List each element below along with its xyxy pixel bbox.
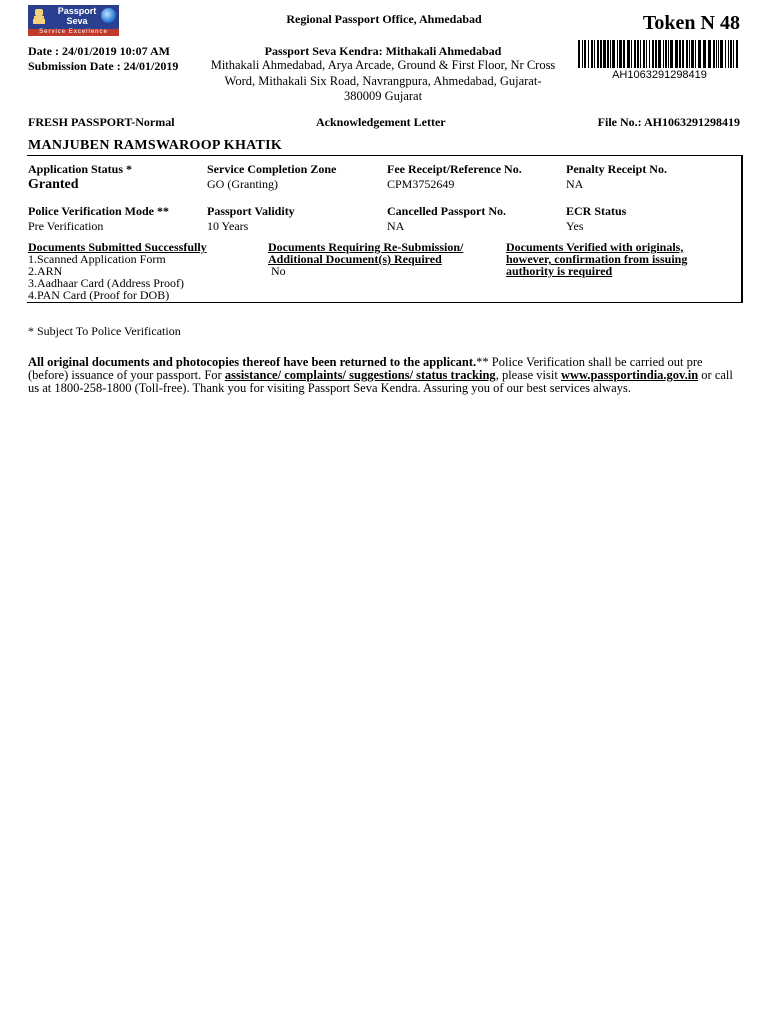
resubmission-title: Additional Document(s) Required xyxy=(268,252,442,266)
resubmission-value: No xyxy=(271,264,286,278)
verified-title: Documents Verified with originals, xyxy=(506,240,684,254)
service-zone-label: Service Completion Zone xyxy=(207,162,337,176)
resubmission-title: Documents Requiring Re-Submission/ xyxy=(268,240,464,254)
penalty-receipt-label: Penalty Receipt No. xyxy=(566,162,667,176)
police-verification-value: Pre Verification xyxy=(28,219,104,233)
globe-icon xyxy=(101,8,116,23)
documents-submitted-item: 2.ARN xyxy=(28,264,63,278)
documents-submitted-title: Documents Submitted Successfully xyxy=(28,240,207,254)
barcode-number: AH1063291298419 xyxy=(612,69,707,81)
logo-tagline: Service Excellence xyxy=(28,29,119,36)
logo-banner xyxy=(28,5,119,29)
fee-receipt-value: CPM3752649 xyxy=(387,177,455,191)
ecr-status-label: ECR Status xyxy=(566,204,627,218)
barcode-icon xyxy=(578,40,741,68)
assistance-link[interactable]: assistance/ complaints/ suggestions/ status tracking xyxy=(224,368,496,382)
passport-validity-value: 10 Years xyxy=(207,219,249,233)
documents-submitted-item: 3.Aadhaar Card (Address Proof) xyxy=(28,276,184,290)
verified-title: authority is required xyxy=(506,264,613,278)
application-status-label: Application Status * xyxy=(28,162,133,176)
ecr-status-value: Yes xyxy=(566,219,584,233)
instructions-text: or call us at 1800-258-1800 (Toll-free). Thank you for visiting Passport Seva Kendra. Assuring you of our best services always. xyxy=(28,368,733,395)
instructions-text: ** Police Verification shall be carried out pre (before) issuance of your passport. For xyxy=(28,355,703,382)
fee-receipt-label: Fee Receipt/Reference No. xyxy=(387,162,522,176)
passport-seva-logo xyxy=(28,5,119,36)
verified-title: however, confirmation from issuing xyxy=(506,252,688,266)
police-verification-note: * Subject To Police Verification xyxy=(28,324,181,338)
document-title: Acknowledgement Letter xyxy=(316,115,446,129)
passport-validity-label: Passport Validity xyxy=(207,204,295,218)
date: Date : 24/01/2019 10:07 AM xyxy=(28,44,170,58)
penalty-receipt-value: NA xyxy=(566,177,584,191)
token-number: Token N 48 xyxy=(642,12,740,34)
submission-date: Submission Date : 24/01/2019 xyxy=(28,59,179,73)
file-number: File No.: AH1063291298419 xyxy=(597,115,740,129)
kendra-name: Passport Seva Kendra: Mithakali Ahmedabad xyxy=(264,44,502,58)
national-emblem-icon xyxy=(32,8,46,26)
police-verification-label: Police Verification Mode ** xyxy=(28,204,169,218)
service-zone-value: GO (Granting) xyxy=(207,177,278,191)
applicant-name: MANJUBEN RAMSWAROOP KHATIK xyxy=(28,138,283,153)
application-status-value: Granted xyxy=(28,177,79,192)
cancelled-passport-value: NA xyxy=(387,219,405,233)
documents-submitted-item: 4.PAN Card (Proof for DOB) xyxy=(28,288,170,302)
returned-documents-statement: All original documents and photocopies thereof have been returned to the applicant. xyxy=(28,355,477,369)
instructions-paragraph xyxy=(28,356,744,395)
instructions-text: , please visit xyxy=(495,368,561,382)
website-link[interactable]: www.passportindia.gov.in xyxy=(560,368,699,382)
kendra-address: Mithakali Ahmedabad, Arya Arcade, Ground & First Floor, Nr Cross Word, Mithakali Six Road, Navrangpura, Ahmedabad, Gujarat-380009 Gujarat xyxy=(210,58,556,103)
documents-submitted-item: 1.Scanned Application Form xyxy=(28,252,166,266)
logo-title: Passport Seva xyxy=(57,6,97,26)
regional-office-title: Regional Passport Office, Ahmedabad xyxy=(286,12,482,26)
service-type: FRESH PASSPORT-Normal xyxy=(28,115,175,129)
cancelled-passport-label: Cancelled Passport No. xyxy=(387,204,506,218)
